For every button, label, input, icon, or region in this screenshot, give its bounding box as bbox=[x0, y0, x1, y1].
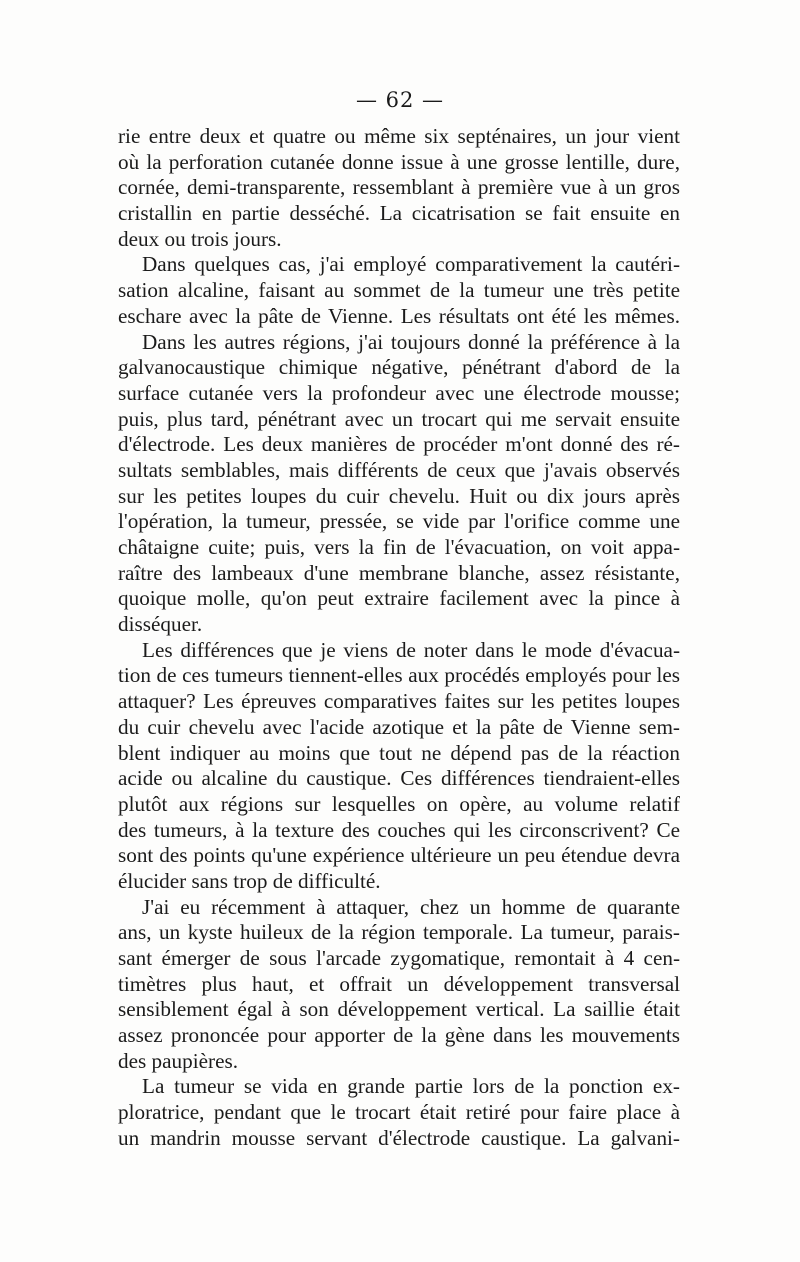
text-line: cristallin en partie desséché. La cicatrisation se fait ensuite en bbox=[118, 201, 680, 226]
body-text bbox=[118, 124, 680, 1152]
text-line: sensiblement égal à son développement vertical. La saillie était bbox=[118, 997, 680, 1022]
text-line: sant émerger de sous l'arcade zygomatique, remontait à 4 cen- bbox=[118, 946, 680, 970]
text-line: où la perforation cutanée donne issue à une grosse lentille, dure, bbox=[118, 149, 680, 174]
text-line: raître des lambeaux d'une membrane blanche, assez résistante, bbox=[118, 560, 680, 585]
text-line: eschare avec la pâte de Vienne. Les résultats ont été les mêmes. bbox=[118, 303, 680, 328]
text-line: ploratrice, pendant que le trocart était retiré pour faire place à bbox=[118, 1100, 680, 1125]
text-line: d'électrode. Les deux manières de procéder m'ont donné des ré- bbox=[118, 432, 680, 457]
text-line: quoique molle, qu'on peut extraire facilement avec la pince à bbox=[118, 586, 680, 611]
text-line: sont des points qu'une expérience ultérieure un peu étendue devra bbox=[118, 843, 680, 868]
text-line: un mandrin mousse servant d'électrode caustique. La galvani- bbox=[118, 1125, 680, 1150]
text-line: La tumeur se vida en grande partie lors de la ponction ex- bbox=[142, 1074, 680, 1099]
text-line: attaquer? Les épreuves comparatives faites sur les petites loupes bbox=[118, 689, 680, 714]
text-line: élucider sans trop de difficulté. bbox=[118, 868, 381, 893]
text-line: Les différences que je viens de noter dans le mode d'évacua- bbox=[142, 637, 680, 662]
text-line: Dans les autres régions, j'ai toujours donné la préférence à la bbox=[142, 329, 680, 354]
text-line: plutôt aux régions sur lesquelles on opère, au volume relatif bbox=[118, 791, 680, 816]
text-line: deux ou trois jours. bbox=[118, 226, 282, 251]
text-line: sur les petites loupes du cuir chevelu. Huit ou dix jours après bbox=[118, 483, 680, 508]
text-line: du cuir chevelu avec l'acide azotique et la pâte de Vienne sem- bbox=[118, 714, 680, 739]
text-line: blent indiquer au moins que tout ne dépend pas de la réaction bbox=[118, 740, 680, 765]
text-line: surface cutanée vers la profondeur avec une électrode mousse; bbox=[118, 380, 680, 405]
text-line: assez prononcée pour apporter de la gène dans les mouvements bbox=[118, 1023, 680, 1048]
text-line: cornée, demi-transparente, ressemblant à première vue à un gros bbox=[118, 175, 680, 200]
text-line: châtaigne cuite; puis, vers la fin de l'évacuation, on voit appa- bbox=[118, 535, 680, 559]
text-line: acide ou alcaline du caustique. Ces différences tiendraient-elles bbox=[118, 766, 680, 791]
text-line: rie entre deux et quatre ou même six septénaires, un jour vient bbox=[118, 124, 680, 148]
text-line: sation alcaline, faisant au sommet de la tumeur une très petite bbox=[118, 278, 680, 303]
text-line: timètres plus haut, et offrait un développement transversal bbox=[118, 971, 680, 996]
text-line: Dans quelques cas, j'ai employé comparativement la cautéri- bbox=[142, 252, 680, 277]
text-line: puis, plus tard, pénétrant avec un trocart qui me servait ensuite bbox=[118, 406, 680, 431]
text-line: disséquer. bbox=[118, 612, 203, 637]
text-line: des paupières. bbox=[118, 1048, 239, 1073]
text-line: J'ai eu récemment à attaquer, chez un homme de quarante bbox=[142, 894, 680, 919]
text-line: ans, un kyste huileux de la région temporale. La tumeur, parais- bbox=[118, 920, 680, 945]
page-number-header: — 62 — bbox=[355, 88, 445, 112]
text-line: tion de ces tumeurs tiennent-elles aux procédés employés pour les bbox=[118, 663, 680, 688]
text-line: l'opération, la tumeur, pressée, se vide par l'orifice comme une bbox=[118, 509, 680, 534]
text-line: des tumeurs, à la texture des couches qui les circonscrivent? Ce bbox=[118, 817, 680, 842]
text-line: sultats semblables, mais différents de ceux que j'avais observés bbox=[118, 457, 680, 482]
text-line: galvanocaustique chimique négative, pénétrant d'abord de la bbox=[118, 355, 680, 380]
